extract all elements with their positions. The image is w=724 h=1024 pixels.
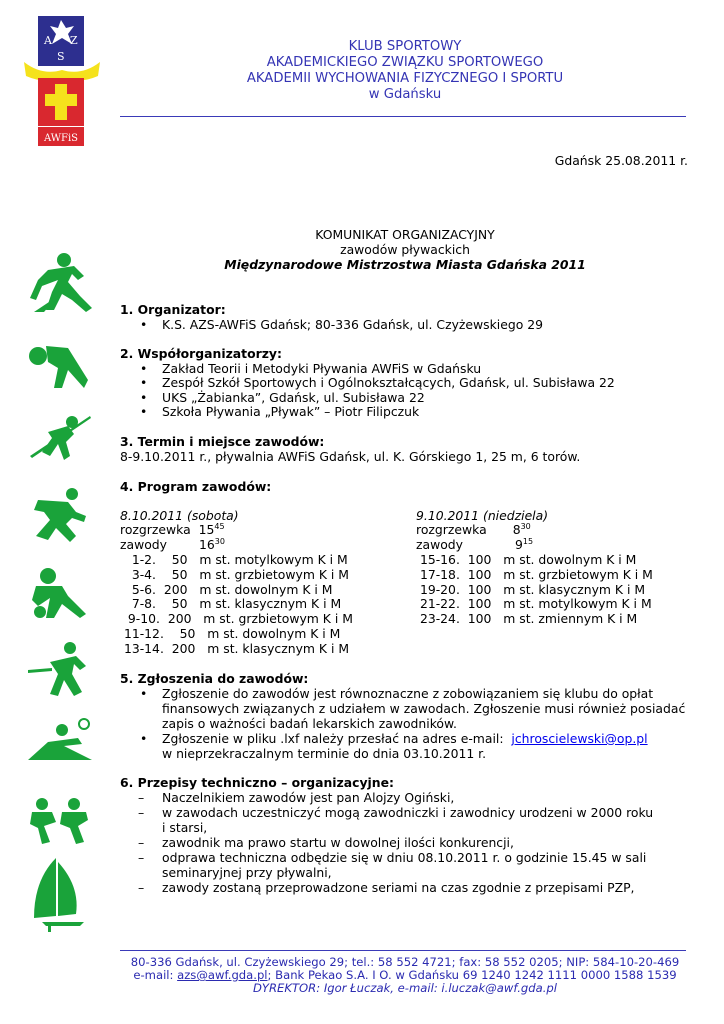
day1-event: 7-8. 50 m st. klasycznym K i M	[120, 596, 342, 611]
relay-running-icon	[28, 796, 90, 846]
coorganizer-item: • UKS „Żabianka”, Gdańsk, ul. Subisława 22	[162, 390, 425, 405]
entries-email-link[interactable]: jchroscielewski@op.pl	[511, 731, 648, 746]
day1-title: 8.10.2011 (sobota)	[120, 508, 239, 523]
logo-letter-a: A	[44, 34, 52, 47]
coorganizer-item: • Szkoła Pływania „Pływak” – Piotr Filipczuk	[162, 404, 419, 419]
entries-bullet1-line2: finansowych związanych z udziałem w zawodach. Zgłoszenie musi również posiadać	[162, 701, 686, 716]
day2-event: 21-22. 100 m st. motylkowym K i M	[416, 596, 652, 611]
footer-email-prefix: e-mail:	[133, 968, 178, 982]
day1-event: 1-2. 50 m st. motylkowym K i M	[120, 552, 348, 567]
entries-heading: 5. Zgłoszenia do zawodów:	[120, 671, 309, 686]
day1-start	[120, 537, 225, 552]
club-name-line2: AKADEMICKIEGO ZWIĄZKU SPORTOWEGO	[266, 55, 544, 70]
rules-item: – odprawa techniczna odbędzie się w dniu 08.10.2011 r. o godzinie 15.45 w sali	[162, 850, 646, 865]
day1-start-label: zawody	[120, 537, 168, 552]
day2-event: 17-18. 100 m st. grzbietowym K i M	[416, 567, 653, 582]
venue-text: 8-9.10.2011 r., pływalnia AWFiS Gdańsk, ul. K. Górskiego 1, 25 m, 6 torów.	[120, 449, 581, 464]
day2-start-label: zawody	[416, 537, 464, 552]
day1-event: 3-4. 50 m st. grzbietowym K i M	[120, 567, 349, 582]
club-name-line1: KLUB SPORTOWY	[348, 39, 462, 54]
fencing-icon	[28, 640, 92, 698]
footer-director: DYREKTOR: Igor Łuczak, e-mail: i.luczak@awf.gda.pl	[252, 981, 558, 995]
sailing-icon	[28, 856, 90, 932]
entries-bullet1-line3: zapis o ważności badań lekarskich zawodników.	[162, 716, 457, 731]
day1-start-min: 30	[214, 536, 225, 546]
organizer-heading: 1. Organizator:	[120, 302, 226, 317]
javelin-icon	[28, 412, 92, 462]
rules-heading: 6. Przepisy techniczno – organizacyjne:	[120, 775, 394, 790]
entries-bullet1-line1: • Zgłoszenie do zawodów jest równoznaczne z zobowiązaniem się klubu do opłat	[162, 686, 653, 701]
day2-event: 19-20. 100 m st. klasycznym K i M	[416, 582, 646, 597]
rules-item: – zawodnik ma prawo startu w dowolnej ilości konkurencji,	[162, 835, 514, 850]
day2-warmup-hour: 8	[512, 522, 521, 537]
awfis-logo	[22, 14, 102, 148]
day1-warmup	[120, 522, 225, 537]
logo-letter-z: Z	[70, 34, 78, 47]
club-name-line3: AKADEMII WYCHOWANIA FIZYCZNEGO I SPORTU	[246, 71, 564, 86]
coorganizers-heading: 2. Współorganizatorzy:	[120, 346, 282, 361]
day2-event: 15-16. 100 m st. dowolnym K i M	[416, 552, 637, 567]
footer-email-link[interactable]: azs@awf.gda.pl	[177, 968, 268, 982]
footer-bank: ; Bank Pekao S.A. I O. w Gdańsku 69 1240 1242 1111 0000 1588 1539	[267, 968, 677, 982]
day2-warmup-label: rozgrzewka	[416, 522, 487, 537]
day1-event: 9-10. 200 m st. grzbietowym K i M	[120, 611, 353, 626]
title-subtitle: zawodów pływackich	[340, 242, 470, 257]
program-heading: 4. Program zawodów:	[120, 479, 272, 494]
day1-warmup-min: 45	[214, 521, 225, 531]
title-event-name: Międzynarodowe Mistrzostwa Miasta Gdańska 2011	[224, 257, 586, 272]
running-icon	[28, 486, 90, 544]
day1-start-hour: 16	[199, 537, 215, 552]
table-tennis-icon	[28, 716, 92, 764]
venue-heading: 3. Termin i miejsce zawodów:	[120, 434, 325, 449]
entries-bullet2-line1	[162, 731, 648, 746]
footer-contact	[120, 968, 690, 982]
rules-item: – w zawodach uczestniczyć mogą zawodniczki i zawodnicy urodzeni w 2000 roku	[162, 805, 653, 820]
logo-caption: AWFiS	[43, 133, 79, 144]
logo-letter-s: S	[57, 50, 65, 63]
rules-item: – zawody zostaną przeprowadzone seriami na czas zgodnie z przepisami PZP,	[162, 880, 635, 895]
coorganizer-item: • Zespół Szkół Sportowych i Ogólnokształcących, Gdańsk, ul. Subisława 22	[162, 375, 615, 390]
rules-item-continuation: seminaryjnej przy pływalni,	[162, 865, 332, 880]
day2-warmup-min: 30	[520, 521, 531, 531]
entries-bullet2-line2: w nieprzekraczalnym terminie do dnia 03.10.2011 r.	[162, 746, 487, 761]
footer-address: 80-336 Gdańsk, ul. Czyżewskiego 29; tel.: 58 552 4721; fax: 58 552 0205; NIP: 584-10-20-469	[130, 955, 680, 969]
judo-icon	[28, 252, 98, 314]
day2-event: 23-24. 100 m st. zmiennym K i M	[416, 611, 638, 626]
day1-event: 11-12. 50 m st. dowolnym K i M	[120, 626, 341, 641]
day1-warmup-hour: 15	[198, 522, 215, 537]
day2-start-hour: 9	[515, 537, 523, 552]
day2-start	[416, 537, 533, 552]
footer-divider	[120, 950, 686, 951]
football-icon	[28, 566, 90, 620]
rules-item-continuation: i starsi,	[162, 820, 208, 835]
day2-warmup	[416, 522, 531, 537]
day2-start-min: 15	[522, 536, 534, 546]
organizer-item: • K.S. AZS-AWFiS Gdańsk; 80-336 Gdańsk, ul. Czyżewskiego 29	[162, 317, 543, 332]
document-date: Gdańsk 25.08.2011 r.	[554, 153, 688, 168]
day1-event: 13-14. 200 m st. klasycznym K i M	[120, 641, 350, 656]
day1-warmup-label: rozgrzewka	[120, 522, 191, 537]
entries-bullet2-text: Zgłoszenie w pliku .lxf należy przesłać na adres e-mail:	[162, 731, 504, 746]
title-communique: KOMUNIKAT ORGANIZACYJNY	[315, 227, 495, 242]
club-name-line4: w Gdańsku	[368, 87, 442, 102]
day2-title: 9.10.2011 (niedziela)	[416, 508, 549, 523]
header-divider	[120, 116, 686, 117]
rules-item: – Naczelnikiem zawodów jest pan Alojzy Ogiński,	[162, 790, 454, 805]
coorganizer-item: • Zakład Teorii i Metodyki Pływania AWFiS w Gdańsku	[162, 361, 481, 376]
gymnastics-icon	[28, 340, 90, 392]
day1-event: 5-6. 200 m st. dowolnym K i M	[120, 582, 333, 597]
